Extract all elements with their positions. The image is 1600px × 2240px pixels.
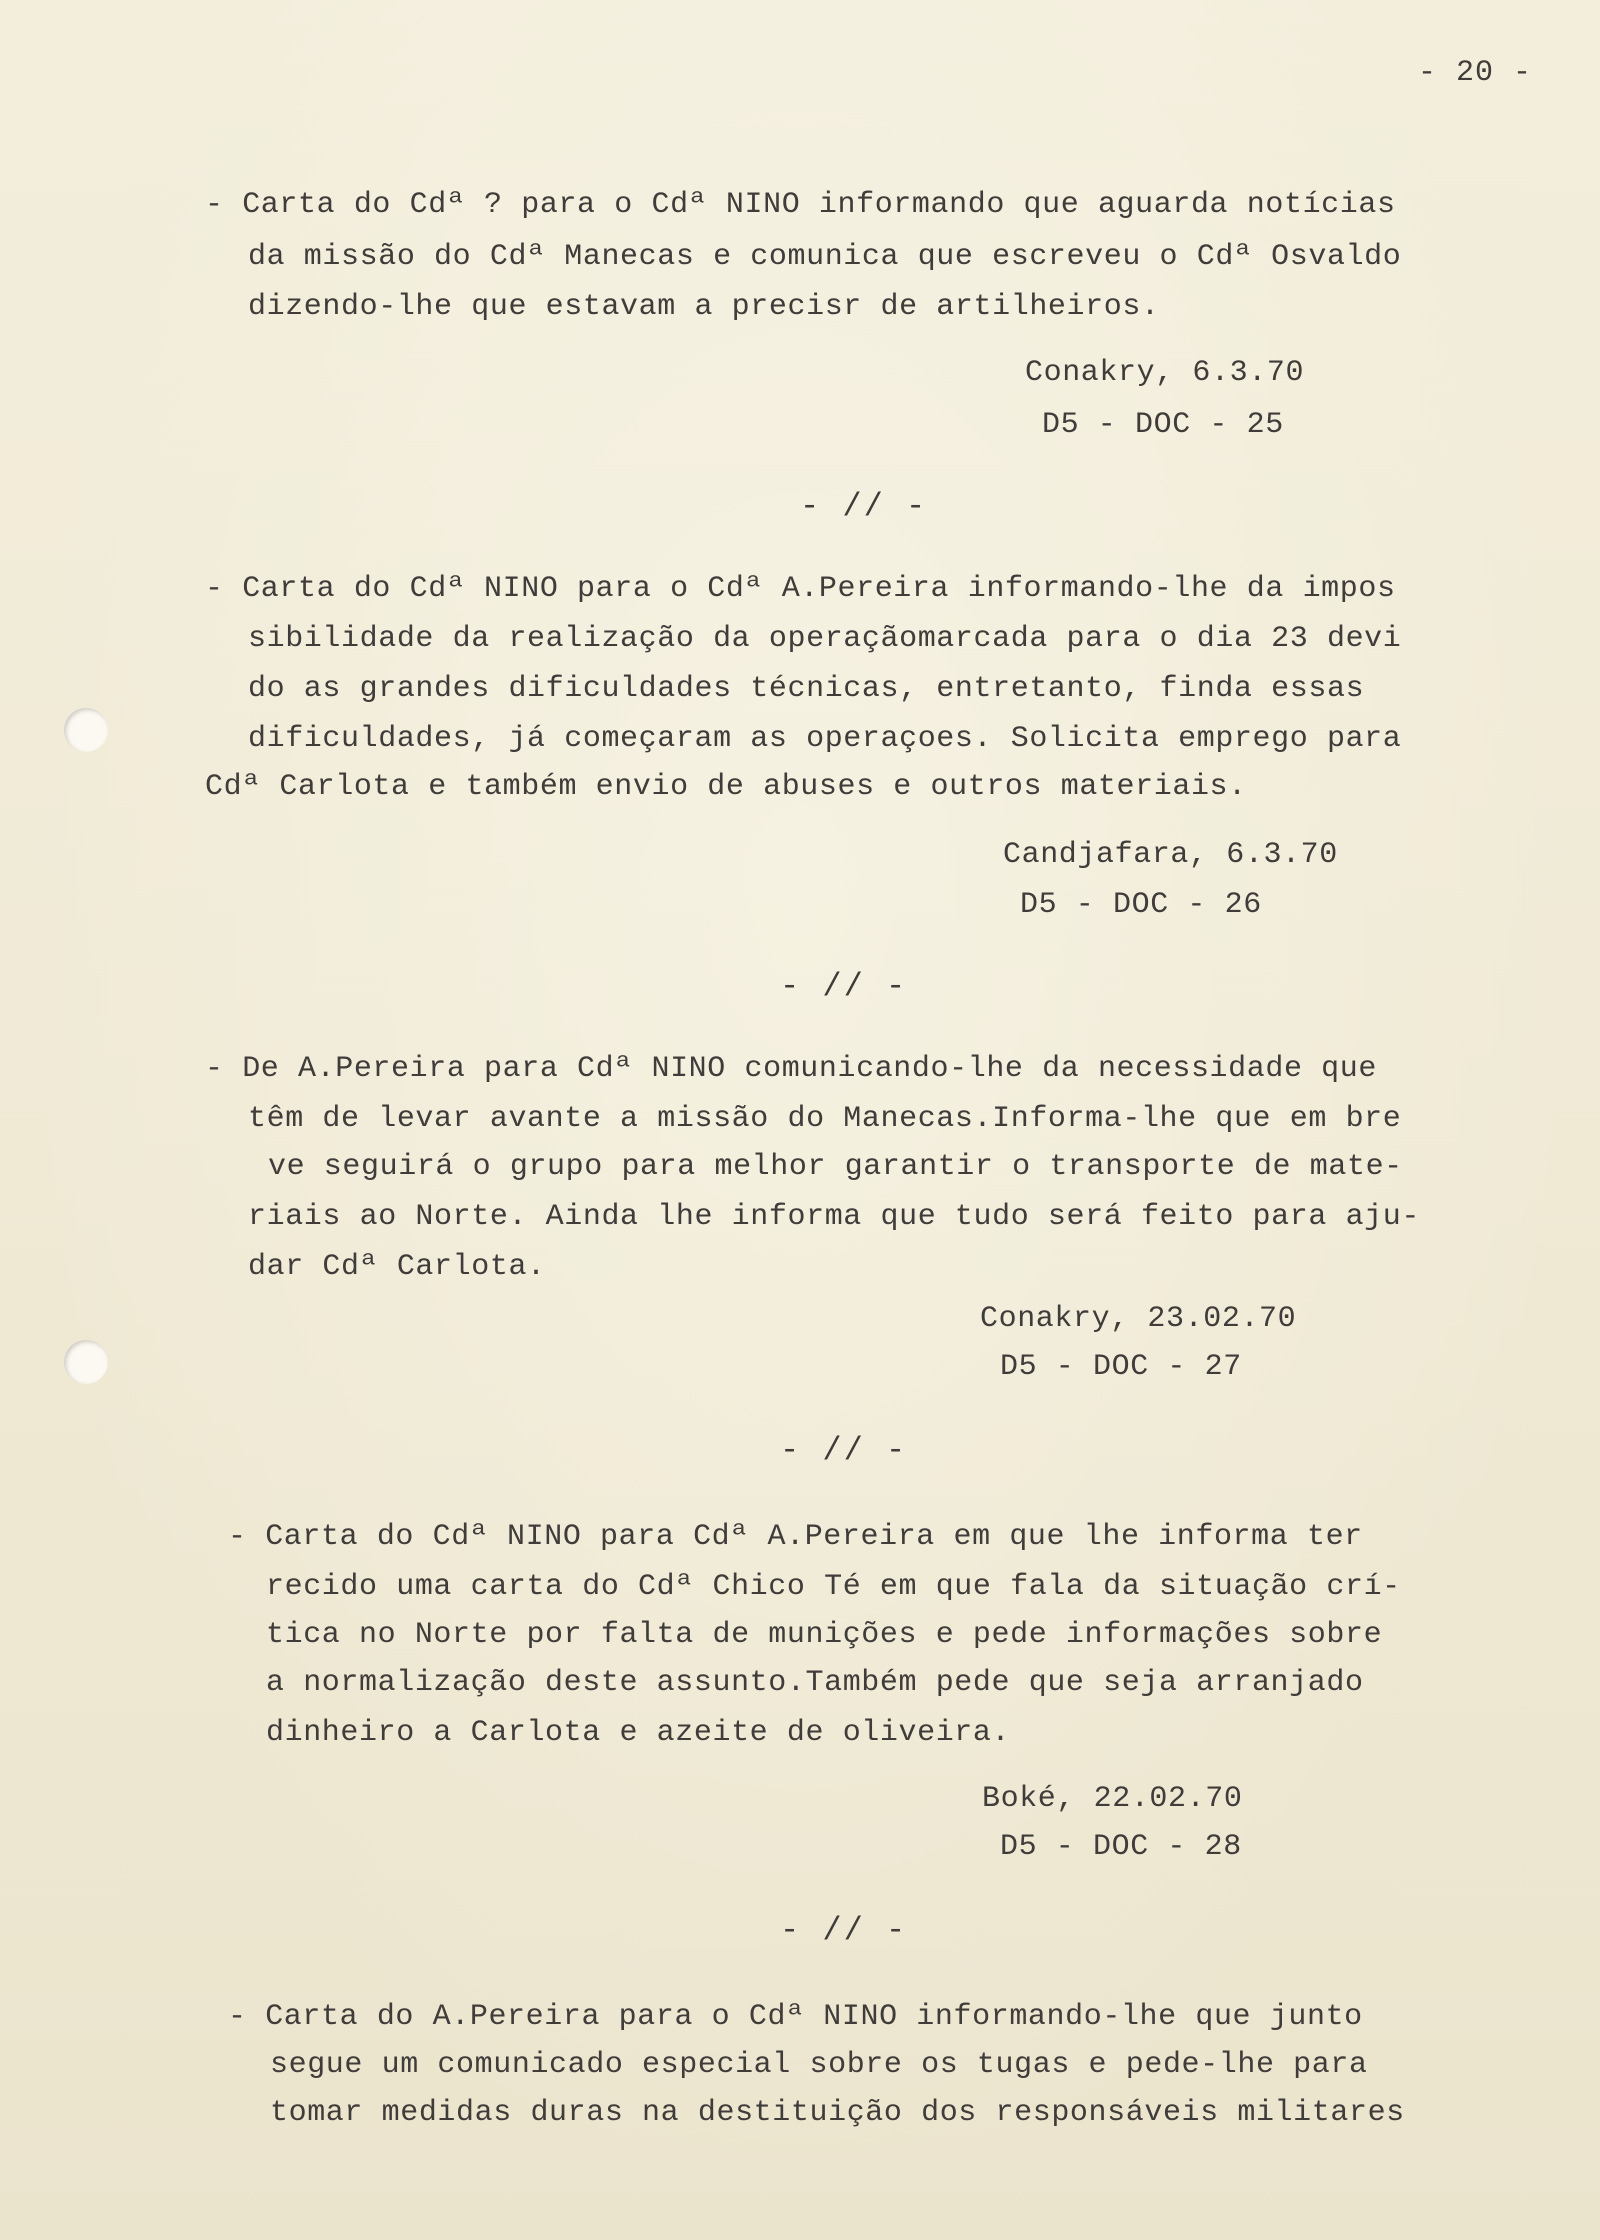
punch-hole-lower [64,1340,108,1384]
separator-2: - // - [780,968,908,1005]
entry-4-line-3: tica no Norte por falta de munições e pede informações sobre [266,1618,1383,1652]
entry-3-line-4: riais ao Norte. Ainda lhe informa que tudo será feito para aju- [248,1200,1420,1234]
entry-4-line-1: - Carta do Cdª NINO para Cdª A.Pereira em que lhe informa ter [228,1520,1363,1554]
entry-1-place-date: Conakry, 6.3.70 [1025,356,1305,390]
entry-1-line-2: da missão do Cdª Manecas e comunica que escreveu o Cdª Osvaldo [248,240,1402,274]
entry-5-line-2: segue um comunicado especial sobre os tugas e pede-lhe para [270,2048,1368,2082]
entry-5-line-3: tomar medidas duras na destituição dos responsáveis militares [270,2096,1405,2130]
entry-4-line-2: recido uma carta do Cdª Chico Té em que fala da situação crí- [266,1570,1401,1604]
entry-5-line-1: - Carta do A.Pereira para o Cdª NINO informando-lhe que junto [228,2000,1363,2034]
entry-3-line-3: ve seguirá o grupo para melhor garantir o transporte de mate- [268,1150,1403,1184]
separator-3: - // - [780,1432,908,1469]
entry-2-line-4: dificuldades, já começaram as operaçoes. Solicita emprego para [248,722,1402,756]
entry-4-place-date: Boké, 22.02.70 [982,1782,1243,1816]
entry-1-doc-ref: D5 - DOC - 25 [1042,408,1284,442]
separator-4: - // - [780,1912,908,1949]
entry-4-doc-ref: D5 - DOC - 28 [1000,1830,1242,1864]
page-number: - 20 - [1418,56,1533,90]
entry-1-line-3: dizendo-lhe que estavam a precisr de artilheiros. [248,290,1160,324]
entry-3-doc-ref: D5 - DOC - 27 [1000,1350,1242,1384]
punch-hole-upper [64,708,108,752]
entry-2-line-2: sibilidade da realização da operaçãomarcada para o dia 23 devi [248,622,1402,656]
entry-1-line-1: - Carta do Cdª ? para o Cdª NINO informando que aguarda notícias [205,188,1396,222]
entry-3-line-2: têm de levar avante a missão do Manecas.Informa-lhe que em bre [248,1102,1402,1136]
entry-4-line-4: a normalização deste assunto.Também pede que seja arranjado [266,1666,1364,1700]
entry-3-line-1: - De A.Pereira para Cdª NINO comunicando-lhe da necessidade que [205,1052,1377,1086]
entry-3-line-5: dar Cdª Carlota. [248,1250,546,1284]
entry-2-place-date: Candjafara, 6.3.70 [1003,838,1338,872]
entry-4-line-5: dinheiro a Carlota e azeite de oliveira. [266,1716,1011,1750]
entry-2-line-1: - Carta do Cdª NINO para o Cdª A.Pereira informando-lhe da impos [205,572,1396,606]
entry-3-place-date: Conakry, 23.02.70 [980,1302,1297,1336]
entry-2-line-3: do as grandes dificuldades técnicas, entretanto, finda essas [248,672,1365,706]
entry-2-doc-ref: D5 - DOC - 26 [1020,888,1262,922]
separator-1: - // - [800,488,928,525]
entry-2-line-5: Cdª Carlota e também envio de abuses e outros materiais. [205,770,1247,804]
